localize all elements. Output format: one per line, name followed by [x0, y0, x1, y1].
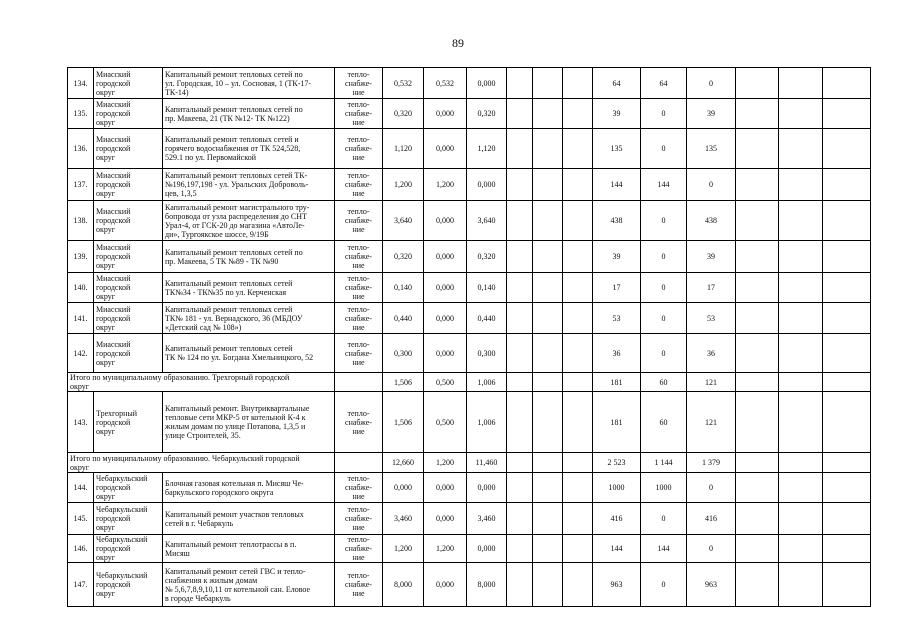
row-number: 147. — [68, 563, 94, 607]
value-cell: 39 — [593, 241, 641, 273]
empty-cell — [563, 563, 593, 607]
empty-cell — [823, 99, 871, 129]
value-cell: 3,640 — [383, 201, 424, 241]
empty-cell — [507, 535, 533, 563]
total-value-cell: 12,660 — [383, 453, 424, 473]
empty-cell — [563, 201, 593, 241]
value-cell: 0,000 — [424, 563, 467, 607]
value-cell: 1,120 — [467, 129, 507, 169]
empty-cell — [779, 535, 823, 563]
empty-cell — [507, 129, 533, 169]
description-cell: Капитальный ремонт тепловых сетей по пр. Макеева, 5 ТК №89 - ТК №90 — [163, 241, 335, 273]
value-cell: 0,000 — [467, 169, 507, 201]
empty-cell — [533, 241, 563, 273]
table-row — [68, 169, 871, 201]
municipality-cell: Миасский городской округ — [94, 273, 163, 303]
data-table — [67, 67, 871, 607]
empty-cell — [823, 334, 871, 373]
empty-cell — [779, 241, 823, 273]
value-cell: 0 — [641, 273, 687, 303]
category-cell: тепло- снабже- ние — [335, 563, 383, 607]
value-cell: 64 — [641, 68, 687, 99]
empty-cell — [779, 563, 823, 607]
value-cell: 0,000 — [467, 68, 507, 99]
row-number: 139. — [68, 241, 94, 273]
value-cell: 0,440 — [383, 303, 424, 334]
value-cell: 36 — [687, 334, 736, 373]
empty-cell — [507, 99, 533, 129]
total-value-cell: 1,006 — [467, 373, 507, 392]
value-cell: 0,000 — [383, 473, 424, 503]
empty-cell — [563, 273, 593, 303]
value-cell: 53 — [593, 303, 641, 334]
total-value-cell: 1 144 — [641, 453, 687, 473]
category-cell: тепло- снабже- ние — [335, 201, 383, 241]
value-cell: 963 — [593, 563, 641, 607]
table-row — [68, 535, 871, 563]
category-cell: тепло- снабже- ние — [335, 334, 383, 373]
empty-cell — [736, 273, 779, 303]
table-row — [68, 334, 871, 373]
description-cell: Капитальный ремонт сетей ГВС и тепло- снабжения к жилым домам № 5,6,7,8,9,10,11 от котельной сан. Еловое в городе Чебаркуль — [163, 563, 335, 607]
value-cell: 0,000 — [424, 241, 467, 273]
value-cell: 144 — [593, 535, 641, 563]
table-row — [68, 392, 871, 453]
value-cell: 0 — [687, 68, 736, 99]
description-cell: Капитальный ремонт тепловых сетей ТК № 124 по ул. Богдана Хмельницкого, 52 — [163, 334, 335, 373]
empty-cell — [736, 68, 779, 99]
row-number: 146. — [68, 535, 94, 563]
value-cell: 0,000 — [424, 201, 467, 241]
empty-cell — [736, 334, 779, 373]
value-cell: 135 — [593, 129, 641, 169]
municipality-cell: Миасский городской округ — [94, 68, 163, 99]
empty-cell — [533, 99, 563, 129]
empty-cell — [823, 503, 871, 535]
empty-cell — [736, 373, 779, 392]
municipality-cell: Миасский городской округ — [94, 99, 163, 129]
table-row — [68, 473, 871, 503]
category-cell: тепло- снабже- ние — [335, 303, 383, 334]
row-number: 140. — [68, 273, 94, 303]
description-cell: Капитальный ремонт тепловых сетей ТК№ 181 - ул. Вернадского, 36 (МБДОУ «Детский сад № 108») — [163, 303, 335, 334]
empty-cell — [533, 273, 563, 303]
value-cell: 0 — [641, 201, 687, 241]
empty-cell — [533, 392, 563, 453]
value-cell: 36 — [593, 334, 641, 373]
municipality-cell: Миасский городской округ — [94, 201, 163, 241]
description-cell: Капитальный ремонт тепловых сетей ТК№34 - ТК№35 по ул. Керченская — [163, 273, 335, 303]
empty-cell — [823, 169, 871, 201]
value-cell: 8,000 — [467, 563, 507, 607]
table-row — [68, 68, 871, 99]
empty-cell — [736, 241, 779, 273]
empty-cell — [779, 392, 823, 453]
empty-cell — [563, 169, 593, 201]
value-cell: 438 — [687, 201, 736, 241]
value-cell: 0 — [687, 169, 736, 201]
empty-cell — [563, 392, 593, 453]
row-number: 137. — [68, 169, 94, 201]
empty-cell — [779, 334, 823, 373]
empty-cell — [507, 201, 533, 241]
total-value-cell: 181 — [593, 373, 641, 392]
empty-cell — [779, 129, 823, 169]
value-cell: 0,532 — [424, 68, 467, 99]
value-cell: 144 — [641, 169, 687, 201]
value-cell: 0,440 — [467, 303, 507, 334]
category-cell: тепло- снабже- ние — [335, 99, 383, 129]
municipality-cell: Чебаркульский городской округ — [94, 473, 163, 503]
category-cell: тепло- снабже- ние — [335, 169, 383, 201]
category-cell: тепло- снабже- ние — [335, 68, 383, 99]
description-cell: Капитальный ремонт тепловых сетей по пр. Макеева, 21 (ТК №12- ТК №122) — [163, 99, 335, 129]
empty-cell — [736, 392, 779, 453]
value-cell: 121 — [687, 392, 736, 453]
value-cell: 0,000 — [424, 99, 467, 129]
value-cell: 135 — [687, 129, 736, 169]
value-cell: 0,532 — [383, 68, 424, 99]
value-cell: 0 — [641, 334, 687, 373]
table-row — [68, 563, 871, 607]
value-cell: 3,460 — [467, 503, 507, 535]
empty-cell — [507, 303, 533, 334]
empty-cell — [823, 373, 871, 392]
municipality-cell: Миасский городской округ — [94, 169, 163, 201]
empty-cell — [736, 535, 779, 563]
value-cell: 0,300 — [467, 334, 507, 373]
row-number: 145. — [68, 503, 94, 535]
value-cell: 17 — [687, 273, 736, 303]
value-cell: 0,140 — [467, 273, 507, 303]
empty-cell — [507, 334, 533, 373]
table-row — [68, 503, 871, 535]
total-label: Итого по муниципальному образованию. Трехгорный городской округ — [68, 373, 335, 392]
empty-cell — [563, 453, 593, 473]
empty-cell — [507, 373, 533, 392]
value-cell: 438 — [593, 201, 641, 241]
total-label: Итого по муниципальному образованию. Чебаркульский городской округ — [68, 453, 335, 473]
value-cell: 144 — [641, 535, 687, 563]
description-cell: Капитальный ремонт участков тепловых сетей в г. Чебаркуль — [163, 503, 335, 535]
empty-cell — [507, 273, 533, 303]
empty-cell — [507, 473, 533, 503]
value-cell: 963 — [687, 563, 736, 607]
empty-cell — [533, 503, 563, 535]
empty-cell — [779, 169, 823, 201]
description-cell: Капитальный ремонт. Внутриквартальные тепловые сети МКР-5 от котельной К-4 к жилым домам по улице Потапова, 1,3,5 и улице Строителей, 35. — [163, 392, 335, 453]
category-cell: тепло- снабже- ние — [335, 473, 383, 503]
empty-cell — [823, 273, 871, 303]
row-number: 134. — [68, 68, 94, 99]
value-cell: 416 — [593, 503, 641, 535]
total-value-cell: 1,200 — [424, 453, 467, 473]
empty-cell — [533, 473, 563, 503]
empty-cell — [779, 303, 823, 334]
empty-cell — [823, 241, 871, 273]
empty-cell — [779, 273, 823, 303]
value-cell: 3,640 — [467, 201, 507, 241]
municipality-cell: Миасский городской округ — [94, 334, 163, 373]
value-cell: 0,000 — [467, 473, 507, 503]
value-cell: 0 — [641, 503, 687, 535]
value-cell: 0,300 — [383, 334, 424, 373]
empty-cell — [823, 473, 871, 503]
empty-cell — [507, 241, 533, 273]
empty-cell — [823, 201, 871, 241]
row-number: 136. — [68, 129, 94, 169]
value-cell: 144 — [593, 169, 641, 201]
row-number: 141. — [68, 303, 94, 334]
total-value-cell: 1,506 — [383, 373, 424, 392]
municipality-cell: Миасский городской округ — [94, 303, 163, 334]
value-cell: 1,006 — [467, 392, 507, 453]
empty-cell — [563, 473, 593, 503]
value-cell: 0 — [641, 99, 687, 129]
description-cell: Капитальный ремонт тепловых сетей ТК- №196,197,198 - ул. Уральских Доброволь- цев, 1,3,5 — [163, 169, 335, 201]
category-cell: тепло- снабже- ние — [335, 503, 383, 535]
empty-cell — [563, 535, 593, 563]
value-cell: 17 — [593, 273, 641, 303]
value-cell: 0,000 — [424, 473, 467, 503]
category-cell: тепло- снабже- ние — [335, 129, 383, 169]
empty-cell — [563, 241, 593, 273]
description-cell: Капитальный ремонт теплотрассы в п. Мисяш — [163, 535, 335, 563]
empty-cell — [779, 68, 823, 99]
row-number: 142. — [68, 334, 94, 373]
value-cell: 0 — [687, 473, 736, 503]
empty-cell — [507, 453, 533, 473]
empty-cell — [823, 392, 871, 453]
value-cell: 39 — [593, 99, 641, 129]
value-cell: 0,320 — [467, 99, 507, 129]
category-cell: тепло- снабже- ние — [335, 241, 383, 273]
value-cell: 1,200 — [383, 535, 424, 563]
empty-cell — [736, 129, 779, 169]
value-cell: 0 — [641, 563, 687, 607]
description-cell: Капитальный ремонт магистрального тру- бопровода от узла распределения до СНТ Урал-4, от ГСК-20 до магазина «АвтоЛе- ди», Тургоякское шоссе, 9/19Б — [163, 201, 335, 241]
value-cell: 416 — [687, 503, 736, 535]
municipality-cell: Чебаркульский городской округ — [94, 535, 163, 563]
table-row — [68, 303, 871, 334]
empty-cell — [507, 392, 533, 453]
empty-cell — [779, 373, 823, 392]
empty-cell — [736, 503, 779, 535]
value-cell: 0,320 — [467, 241, 507, 273]
total-row — [68, 373, 871, 392]
value-cell: 181 — [593, 392, 641, 453]
total-row — [68, 453, 871, 473]
empty-cell — [779, 473, 823, 503]
empty-cell — [533, 201, 563, 241]
category-cell: тепло- снабже- ние — [335, 392, 383, 453]
empty-cell — [823, 303, 871, 334]
empty-cell — [779, 201, 823, 241]
municipality-cell: Миасский городской округ — [94, 241, 163, 273]
empty-cell — [533, 334, 563, 373]
value-cell: 0,320 — [383, 99, 424, 129]
empty-cell — [533, 68, 563, 99]
value-cell: 0,500 — [424, 392, 467, 453]
row-number: 135. — [68, 99, 94, 129]
empty-cell — [563, 373, 593, 392]
empty-cell — [563, 68, 593, 99]
empty-cell — [533, 169, 563, 201]
row-number: 138. — [68, 201, 94, 241]
empty-cell — [736, 99, 779, 129]
value-cell: 0 — [641, 303, 687, 334]
category-cell: тепло- снабже- ние — [335, 535, 383, 563]
total-value-cell: 2 523 — [593, 453, 641, 473]
empty-cell — [533, 535, 563, 563]
value-cell: 39 — [687, 241, 736, 273]
empty-cell — [507, 563, 533, 607]
value-cell: 0,000 — [424, 303, 467, 334]
value-cell: 0,000 — [424, 129, 467, 169]
municipality-cell: Чебаркульский городской округ — [94, 503, 163, 535]
value-cell: 1,200 — [424, 535, 467, 563]
municipality-cell: Миасский городской округ — [94, 129, 163, 169]
value-cell: 0,140 — [383, 273, 424, 303]
municipality-cell: Трехгорный городской округ — [94, 392, 163, 453]
empty-cell — [779, 453, 823, 473]
total-value-cell: 11,460 — [467, 453, 507, 473]
empty-cell — [736, 303, 779, 334]
empty-cell — [533, 453, 563, 473]
row-number: 143. — [68, 392, 94, 453]
value-cell: 0,320 — [383, 241, 424, 273]
value-cell: 0 — [687, 535, 736, 563]
empty-cell — [335, 453, 383, 473]
table-row — [68, 241, 871, 273]
value-cell: 64 — [593, 68, 641, 99]
empty-cell — [533, 373, 563, 392]
empty-cell — [736, 201, 779, 241]
value-cell: 3,460 — [383, 503, 424, 535]
empty-cell — [335, 373, 383, 392]
value-cell: 0 — [641, 241, 687, 273]
table-row — [68, 129, 871, 169]
category-cell: тепло- снабже- ние — [335, 273, 383, 303]
empty-cell — [563, 334, 593, 373]
value-cell: 39 — [687, 99, 736, 129]
value-cell: 53 — [687, 303, 736, 334]
value-cell: 0,000 — [424, 334, 467, 373]
empty-cell — [533, 129, 563, 169]
total-value-cell: 121 — [687, 373, 736, 392]
page-number: 89 — [452, 36, 464, 50]
empty-cell — [736, 453, 779, 473]
value-cell: 8,000 — [383, 563, 424, 607]
empty-cell — [823, 535, 871, 563]
empty-cell — [736, 169, 779, 201]
empty-cell — [563, 303, 593, 334]
total-value-cell: 1 379 — [687, 453, 736, 473]
value-cell: 0,000 — [424, 503, 467, 535]
empty-cell — [779, 503, 823, 535]
table-row — [68, 201, 871, 241]
value-cell: 60 — [641, 392, 687, 453]
municipality-cell: Чебаркульский городской округ — [94, 563, 163, 607]
empty-cell — [779, 99, 823, 129]
value-cell: 0,000 — [424, 273, 467, 303]
table-row — [68, 273, 871, 303]
empty-cell — [736, 563, 779, 607]
description-cell: Капитальный ремонт тепловых сетей по ул. Городская, 10 – ул. Сосновая, 1 (ТК-17- ТК-14) — [163, 68, 335, 99]
empty-cell — [533, 303, 563, 334]
value-cell: 1000 — [641, 473, 687, 503]
row-number: 144. — [68, 473, 94, 503]
empty-cell — [507, 169, 533, 201]
empty-cell — [823, 563, 871, 607]
total-value-cell: 0,500 — [424, 373, 467, 392]
empty-cell — [823, 68, 871, 99]
total-value-cell: 60 — [641, 373, 687, 392]
value-cell: 0 — [641, 129, 687, 169]
value-cell: 1,506 — [383, 392, 424, 453]
empty-cell — [507, 503, 533, 535]
empty-cell — [507, 68, 533, 99]
value-cell: 1,120 — [383, 129, 424, 169]
empty-cell — [563, 99, 593, 129]
empty-cell — [823, 453, 871, 473]
empty-cell — [563, 129, 593, 169]
value-cell: 0,000 — [467, 535, 507, 563]
empty-cell — [563, 503, 593, 535]
value-cell: 1000 — [593, 473, 641, 503]
empty-cell — [736, 473, 779, 503]
value-cell: 1,200 — [424, 169, 467, 201]
value-cell: 1,200 — [383, 169, 424, 201]
empty-cell — [823, 129, 871, 169]
table-row — [68, 99, 871, 129]
empty-cell — [533, 563, 563, 607]
description-cell: Капитальный ремонт тепловых сетей и горячего водоснабжения от ТК 524,528, 529.1 по ул. Первомайской — [163, 129, 335, 169]
description-cell: Блочная газовая котельная п. Мисяш Че- баркульского городского округа — [163, 473, 335, 503]
